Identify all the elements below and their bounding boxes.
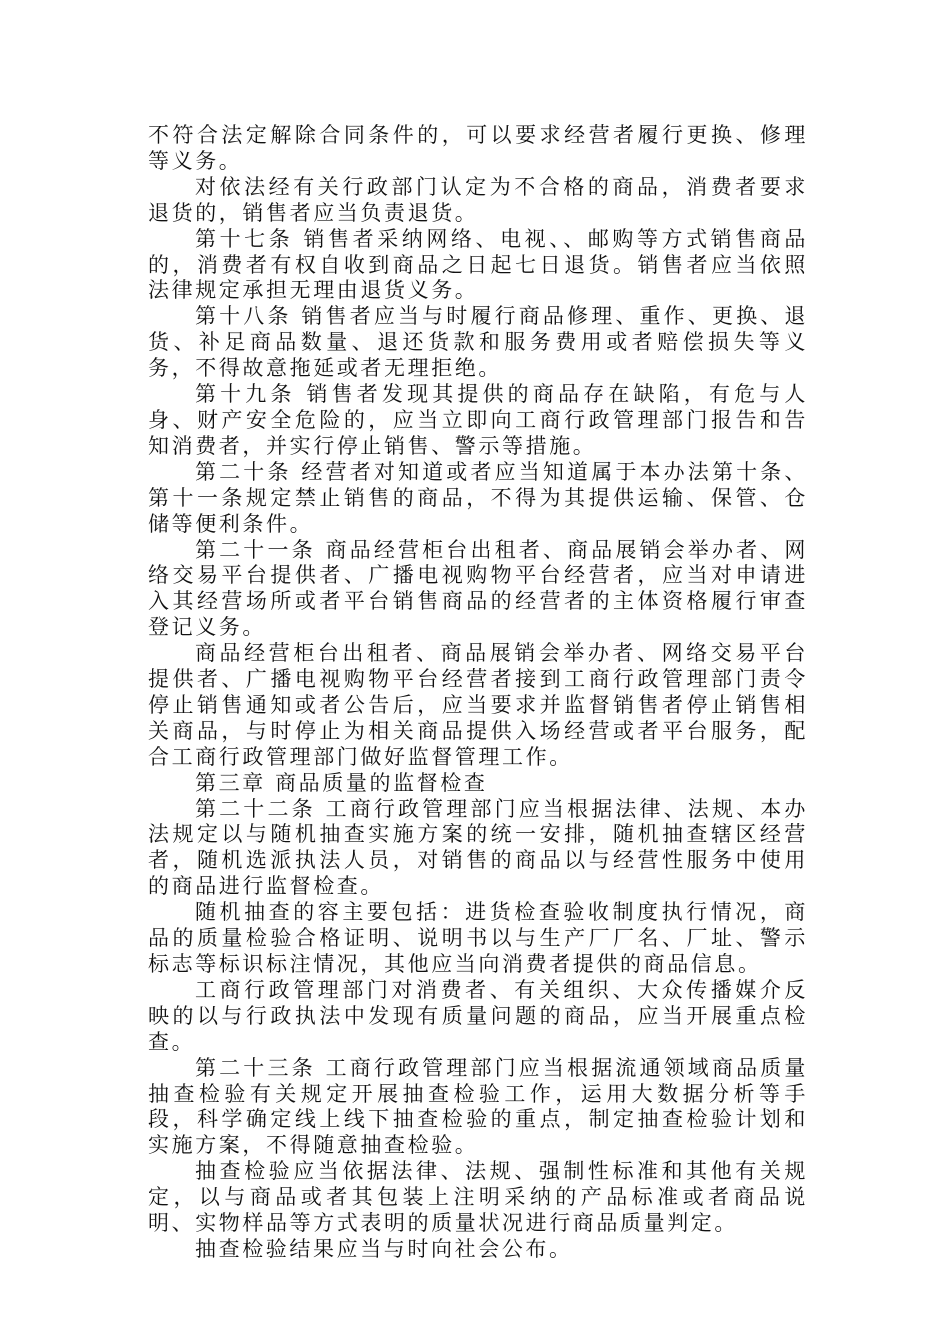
paragraph: 商品经营柜台出租者、商品展销会举办者、网络交易平台提供者、广播电视购物平台经营者接到工商行政管理部门责令停止销售通知或者公告后，应当要求并监督销售者停止销售相关商品，与时停止为相关商品提供入场经营或者平台服务，配合工商行政管理部门做好监督管理工作。 xyxy=(148,641,808,769)
chapter-3-heading: 第三章 商品质量的监督检查 xyxy=(195,770,488,795)
article-19-paragraph: 第十九条 销售者发现其提供的商品存在缺陷，有危与人身、财产安全危险的，应当立即向工商行政管理部门报告和告知消费者，并实行停止销售、警示等措施。 xyxy=(148,382,808,458)
paragraph: 随机抽查的容主要包括：进货检查验收制度执行情况，商品的质量检验合格证明、说明书以与生产厂厂名、厂址、警示标志等标识标注情况，其他应当向消费者提供的商品信息。 xyxy=(148,900,808,976)
paragraph: 不符合法定解除合同条件的，可以要求经营者履行更换、修理等义务。 xyxy=(148,123,808,173)
paragraph: 抽查检验结果应当与时向社会公布。 xyxy=(195,1236,573,1261)
paragraph: 抽查检验应当依据法律、法规、强制性标准和其他有关规定，以与商品或者其包装上注明采纳的产品标准或者商品说明、实物样品等方式表明的质量状况进行商品质量判定。 xyxy=(148,1159,808,1236)
article-21-paragraph: 第二十一条 商品经营柜台出租者、商品展销会举办者、网络交易平台提供者、广播电视购物平台经营者，应当对申请进入其经营场所或者平台销售商品的经营者的主体资格履行审查登记义务。 xyxy=(148,537,808,640)
paragraph: 工商行政管理部门对消费者、有关组织、大众传播媒介反映的以与行政执法中发现有质量问题的商品，应当开展重点检查。 xyxy=(148,977,808,1054)
article-17-paragraph: 第十七条 销售者采纳网络、电视、、邮购等方式销售商品的，消费者有权自收到商品之日起七日退货。销售者应当依照法律规定承担无理由退货义务。 xyxy=(148,226,808,303)
article-23-paragraph: 第二十三条 工商行政管理部门应当根据流通领域商品质量抽查检验有关规定开展抽查检验工作，运用大数据分析等手段，科学确定线上线下抽查检验的重点，制定抽查检验计划和实施方案，不得随意抽查检验。 xyxy=(148,1055,808,1158)
article-18-paragraph: 第十八条 销售者应当与时履行商品修理、重作、更换、退货、补足商品数量、退还货款和服务费用或者赔偿损失等义务，不得故意拖延或者无理拒绝。 xyxy=(148,304,808,381)
document-body xyxy=(148,123,808,1263)
article-20-paragraph: 第二十条 经营者对知道或者应当知道属于本办法第十条、第十一条规定禁止销售的商品，不得为其提供运输、保管、仓储等便利条件。 xyxy=(148,459,808,536)
paragraph: 对依法经有关行政部门认定为不合格的商品，消费者要求退货的，销售者应当负责退货。 xyxy=(148,174,808,225)
article-22-paragraph: 第二十二条 工商行政管理部门应当根据法律、法规、本办法规定以与随机抽查实施方案的统一安排，随机抽查辖区经营者，随机选派执法人员，对销售的商品以与经营性服务中使用的商品进行监督检查。 xyxy=(148,796,808,899)
